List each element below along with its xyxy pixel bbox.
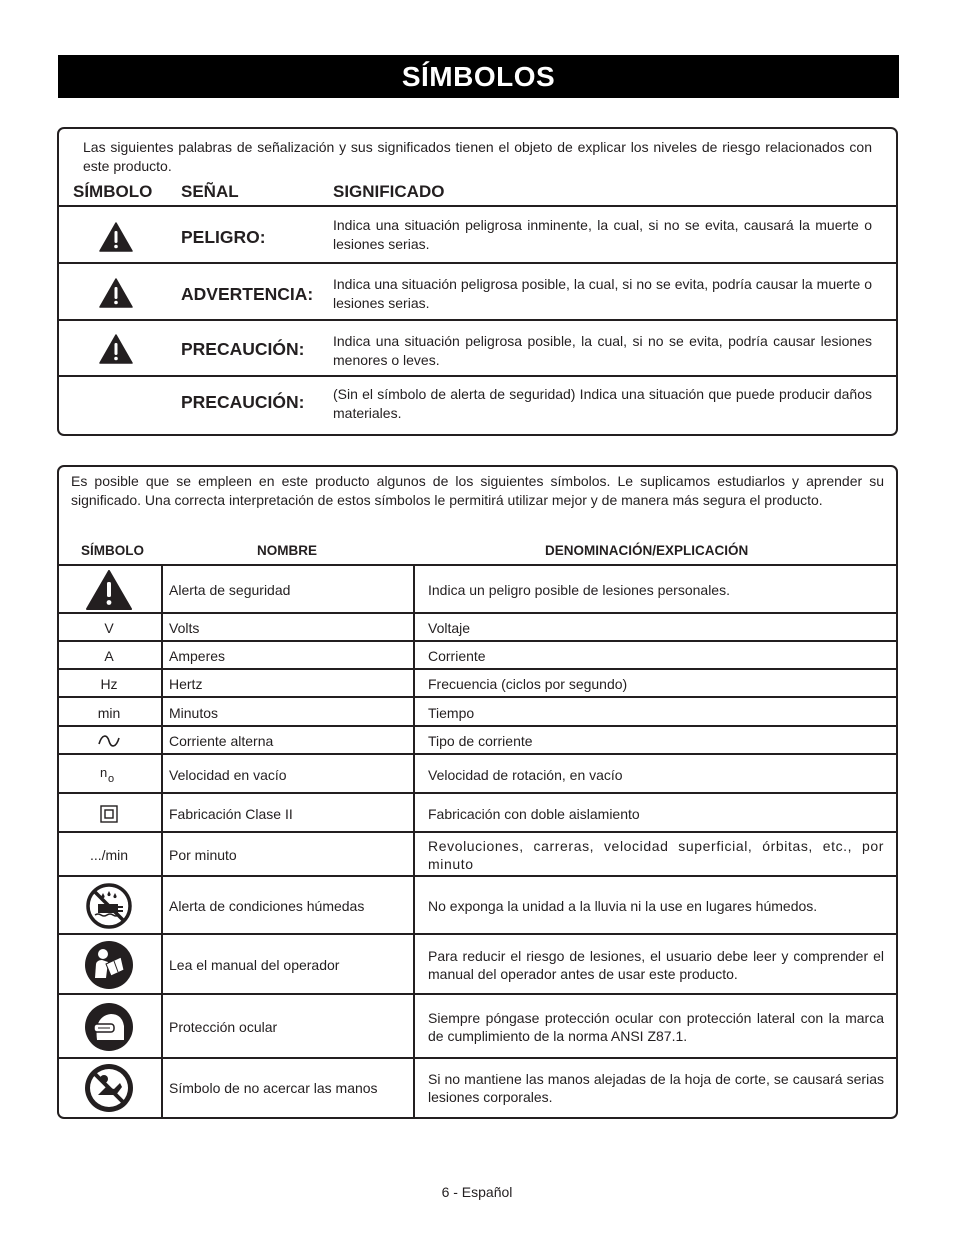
read-manual-icon: [84, 940, 134, 990]
column-header-explanation: DENOMINACIÓN/EXPLICACIÓN: [545, 543, 749, 558]
symbol-explanation: Fabricación con doble aislamiento: [428, 805, 640, 822]
symbol-name: Hertz: [161, 670, 416, 698]
symbol-name: Corriente alterna: [161, 727, 416, 755]
warning-triangle-icon: [99, 222, 133, 252]
symbol-explanation: Voltaje: [428, 620, 471, 636]
page-footer: 6 - Español: [441, 1184, 513, 1200]
signal-word-caution: PRECAUCIÓN:: [181, 339, 305, 359]
signal-meaning: Indica una situación peligrosa inminente, la cual, si no se evita, causará la muerte o lesiones serias.: [333, 217, 872, 252]
symbol-text: Hz: [100, 676, 118, 692]
svg-text:n: n: [100, 764, 108, 780]
eye-protection-icon: [84, 1002, 134, 1052]
symbol-explanation: Tipo de corriente: [428, 733, 533, 749]
signal-words-box: [57, 127, 898, 436]
table-row: [59, 831, 896, 877]
symbol-name: Volts: [161, 614, 416, 642]
signal-meaning: (Sin el símbolo de alerta de seguridad) Indica una situación que puede producir daños materiales.: [333, 386, 872, 421]
symbol-name: Amperes: [161, 642, 416, 670]
symbol-name: Fabricación Clase II: [161, 794, 416, 833]
symbol-explanation: Para reducir el riesgo de lesiones, el usuario debe leer y comprender el manual del operador antes de usar este producto.: [428, 948, 884, 982]
signal-word-danger: PELIGRO:: [181, 227, 266, 247]
table-row: [59, 696, 896, 727]
symbol-name: Protección ocular: [161, 995, 416, 1059]
signal-word-caution-no-symbol: PRECAUCIÓN:: [181, 392, 305, 412]
header-symbol: SÍMBOLO: [73, 182, 153, 201]
keep-hands-away-icon: [84, 1063, 134, 1113]
warning-triangle-icon: [99, 334, 133, 364]
symbols-box: [57, 465, 898, 1119]
header-signal: SEÑAL: [181, 182, 239, 201]
alternating-current-icon: [97, 734, 121, 748]
column-header-name: NOMBRE: [257, 543, 317, 558]
table-row: [59, 564, 896, 614]
table-row: [59, 725, 896, 755]
table-row: [59, 993, 896, 1059]
symbol-name: Minutos: [161, 698, 416, 727]
symbol-name: Lea el manual del operador: [161, 935, 416, 995]
table-row: [59, 933, 896, 995]
symbol-explanation: Siempre póngase protección ocular con protección lateral con la marca de cumplimiento de la norma ANSI Z87.1.: [428, 1010, 884, 1044]
header-meaning: SIGNIFICADO: [333, 182, 445, 201]
svg-text:o: o: [108, 772, 115, 785]
table-row: [59, 612, 896, 642]
symbol-explanation: Revoluciones, carreras, velocidad superficial, órbitas, etc., por minuto: [428, 838, 884, 872]
symbol-text: V: [104, 620, 114, 636]
symbol-explanation: Velocidad de rotación, en vacío: [428, 766, 623, 783]
signal-meaning: Indica una situación peligrosa posible, la cual, si no se evita, podría causar lesiones menores o leves.: [333, 333, 872, 368]
symbol-text: .../min: [89, 847, 129, 863]
safety-alert-icon: [86, 570, 132, 610]
wet-conditions-icon: [85, 882, 133, 930]
table-row: [59, 875, 896, 935]
symbol-explanation: Indica un peligro posible de lesiones personales.: [428, 582, 730, 598]
symbol-explanation: Corriente: [428, 648, 486, 664]
signal-meaning: Indica una situación peligrosa posible, la cual, si no se evita, podría causar la muerte o lesiones serias.: [333, 276, 872, 311]
class-ii-construction-icon: [100, 805, 118, 823]
table-row: [59, 1057, 896, 1117]
signal-row: [59, 375, 896, 434]
signal-row: [59, 205, 896, 264]
symbol-name: Símbolo de no acercar las manos: [161, 1059, 416, 1117]
signal-row: [59, 319, 896, 377]
table-row: [59, 792, 896, 833]
symbol-text: A: [104, 648, 114, 664]
warning-triangle-icon: [99, 278, 133, 308]
signal-intro: Las siguientes palabras de señalización y sus significados tienen el objeto de explicar los niveles de riesgo relacionados con este producto.: [83, 139, 872, 174]
symbol-name: Por minuto: [161, 833, 416, 877]
signal-word-warning: ADVERTENCIA:: [181, 284, 314, 304]
symbol-name: Alerta de condiciones húmedas: [161, 877, 416, 935]
symbol-name: Alerta de seguridad: [161, 566, 416, 614]
symbols-intro: Es posible que se empleen en este producto algunos de los siguientes símbolos. Le suplicamos estudiarlos y aprender su significado. Una correcta interpretación de estos símbolos le permitirá utilizar mejor y de manera más segura el producto.: [71, 473, 884, 508]
symbol-explanation: No exponga la unidad a la lluvia ni la use en lugares húmedos.: [428, 898, 818, 914]
table-row: [59, 753, 896, 794]
column-header-symbol: SÍMBOLO: [81, 543, 144, 558]
symbol-explanation: Frecuencia (ciclos por segundo): [428, 676, 628, 692]
symbol-text: min: [97, 704, 121, 721]
table-row: [59, 640, 896, 670]
symbol-name: Velocidad en vacío: [161, 755, 416, 794]
page-title: SÍMBOLOS: [58, 55, 899, 98]
table-row: [59, 668, 896, 698]
no-load-speed-icon: [97, 765, 121, 785]
symbol-explanation: Si no mantiene las manos alejadas de la hoja de corte, se causará serias lesiones corporales.: [428, 1071, 884, 1105]
signal-row: [59, 262, 896, 321]
symbol-explanation: Tiempo: [428, 704, 475, 721]
